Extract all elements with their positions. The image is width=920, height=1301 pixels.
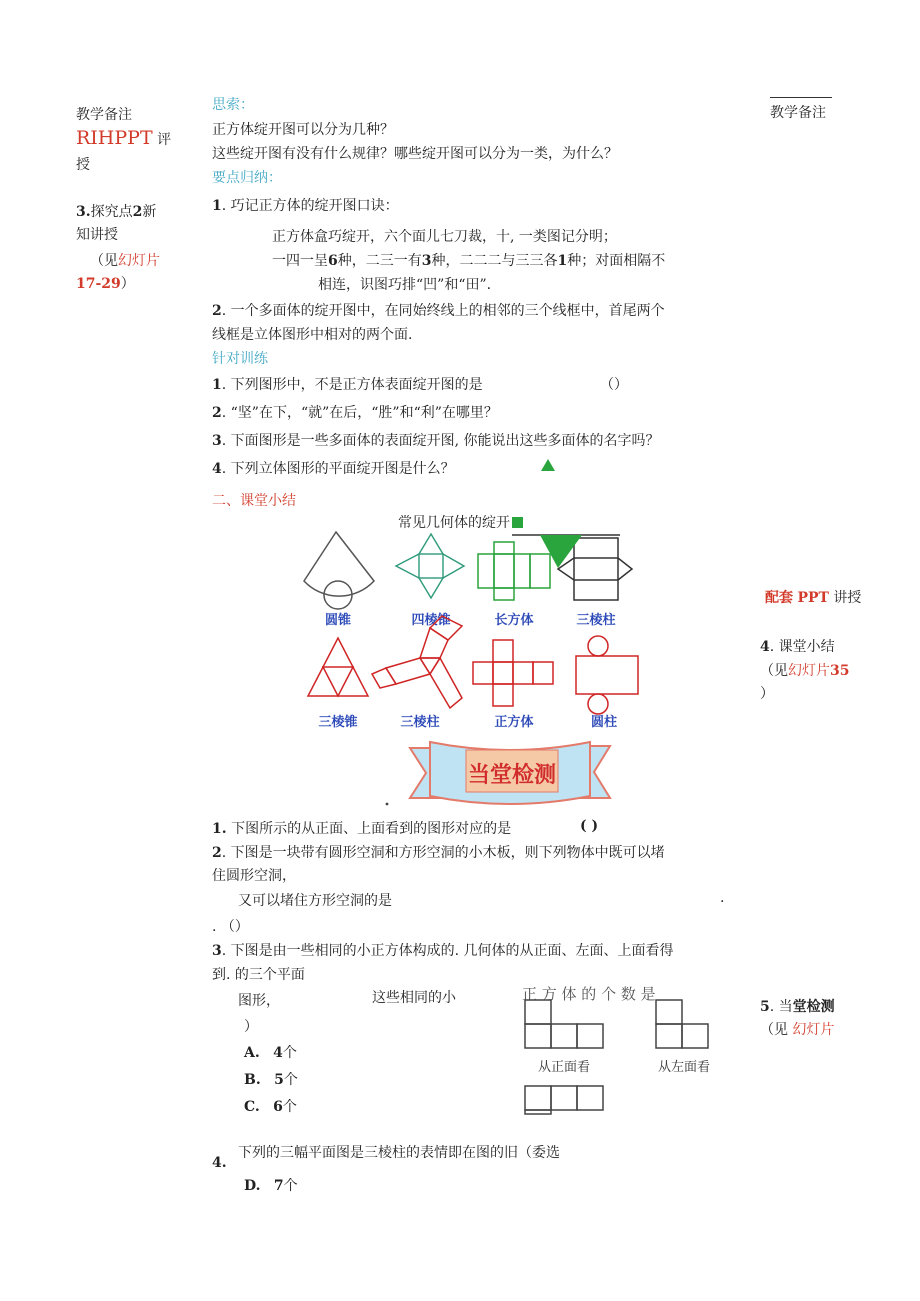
cube-net (473, 640, 553, 706)
right-margin-see4-close: ） (760, 686, 774, 702)
square-pyramid-net (396, 534, 464, 598)
test-q2-answer: . （） (212, 919, 249, 935)
test-q3: 3. 下图是由一些相同的小正方体构成的. 几何体的从正面、左面、上面看得 (212, 943, 674, 959)
label-cuboid: 长方体 (494, 613, 534, 628)
test-q3-line3a: 图形， (238, 993, 280, 1009)
rhyme-line-1: 正方体盒巧绽开，六个面儿七刀裁，十, 一类图记分明； (272, 229, 617, 245)
drill-item-3: 3. 下面图形是一些多面体的表面绽开图, 你能说出这些多面体的名字吗？ (212, 433, 660, 449)
cuboid-net (478, 542, 550, 600)
label-triangular-prism-2: 三棱柱 (400, 715, 440, 730)
left-margin-rih (76, 127, 171, 149)
test-q2-line2: 住圆形空洞， (212, 868, 296, 884)
drill-item-4: 4. 下列立体图形的平面绽开图是什么？ (212, 461, 455, 477)
left-margin-item3-line2: 知讲授 (76, 227, 118, 243)
test-q3-close: ） (244, 1019, 258, 1035)
rih-ppt-text: RIHPPT (76, 127, 153, 149)
test-q3-line2: 到. 的三个平面 (212, 967, 305, 983)
test-q4-text: 下列的三幅平面图是三棱柱的表情即在图的旧（委选 (238, 1145, 560, 1161)
front-view-label: 从正面看 (537, 1060, 591, 1075)
right-margin-see5: （见 幻灯片 (760, 1022, 835, 1038)
label-cube: 正方体 (494, 715, 534, 730)
label-square-pyramid: 四棱锥 (411, 613, 451, 628)
test-q4-num: 4. (212, 1155, 227, 1171)
green-square-icon (512, 517, 523, 528)
drill-item-2: 2. “坚”在下，“就”在后，“胜”和“利”在哪里？ (212, 405, 498, 421)
think-heading: 思索： (212, 97, 254, 113)
test-q3-line3c: 正 方 体 的 个 数 是 (522, 985, 656, 1003)
stray-dot (386, 803, 389, 806)
tetrahedron-net (308, 638, 368, 696)
left-view (656, 1000, 708, 1048)
views-figure (520, 996, 720, 1116)
left-view-label: 从左面看 (657, 1060, 711, 1075)
think-question-2: 这些绽开图有没有什么规律？哪些绽开图可以分为一类，为什么？ (212, 146, 618, 162)
option-a: A. 4个 (244, 1045, 297, 1061)
drill-heading: 针对训练 (212, 351, 268, 367)
left-margin-slide-range: 17-29） (76, 276, 135, 292)
summary-point-1: 1. 巧记正方体的绽开图口诀： (212, 198, 399, 214)
test-q1-answer: ( ) (580, 818, 599, 834)
summary-heading: 要点归纳： (212, 170, 282, 186)
rhyme-line-3: 相连，识图巧排“凹”和“田”. (318, 277, 492, 293)
rih-ping-text: 评 (157, 132, 172, 148)
left-margin-item3: 3.探究点2新 (76, 204, 157, 220)
test-q3-line3b: 这些相同的小 (372, 990, 456, 1006)
label-tetrahedron: 三棱锥 (318, 715, 358, 730)
option-d: D. 7个 (244, 1178, 298, 1194)
label-triangular-prism-1: 三棱柱 (576, 613, 616, 628)
triangular-prism-pinwheel-net (372, 616, 462, 708)
rhyme-line-2: 一四一呈6种，二三一有3种，二二二与三三各1种；对面相隔不 (272, 253, 666, 269)
label-cylinder: 圆柱 (590, 715, 618, 730)
option-c: C. 6个 (244, 1099, 297, 1115)
label-cone: 圆锥 (324, 613, 352, 628)
section2-heading: 二、课堂小结 (212, 493, 296, 509)
top-view (525, 1086, 603, 1114)
right-margin-ppt: 配套 PPT 讲授 (765, 590, 862, 606)
test-q2-dot: . (720, 890, 725, 906)
option-b: B. 5个 (244, 1072, 298, 1088)
quiz-banner (410, 742, 610, 804)
banner-text: 当堂检测 (467, 763, 557, 788)
test-q2-line3: 又可以堵住方形空洞的是 (238, 893, 392, 909)
drill-item-1: 1. 下列图形中，不是正方体表面绽开图的是 (212, 377, 483, 393)
nets-figure (290, 528, 660, 818)
left-margin-shou: 授 (76, 157, 90, 173)
right-margin-rule (770, 97, 832, 98)
cone-net (304, 532, 374, 609)
right-margin-item4: 4. 课堂小结 (760, 639, 835, 655)
right-margin-see4: （见幻灯片35 (760, 663, 850, 679)
cylinder-net (576, 636, 638, 714)
test-q2: 2. 下图是一块带有圆形空洞和方形空洞的小木板，则下列物体中既可以堵 (212, 845, 665, 861)
green-triangle-icon (540, 458, 556, 472)
front-view (525, 1000, 603, 1048)
summary-point-2: 2. 一个多面体的绽开图中，在同始终线上的相邻的三个线框中，首尾两个 (212, 303, 665, 319)
right-margin-title: 教学备注 (770, 105, 826, 121)
summary-point-2-line2: 线框是立体图形中相对的两个面. (212, 327, 413, 343)
figure-title: 常见几何体的绽开 (398, 512, 523, 532)
think-question-1: 正方体绽开图可以分为几种？ (212, 122, 394, 138)
drill-item-1-answer: （） (600, 377, 628, 393)
right-margin-item5: 5. 当堂检测 (760, 999, 835, 1015)
left-margin-title: 教学备注 (76, 107, 132, 123)
test-q1: 1. 下图所示的从正面、上面看到的图形对应的是 (212, 821, 512, 837)
left-margin-see-slides: （见幻灯片 (90, 253, 160, 269)
